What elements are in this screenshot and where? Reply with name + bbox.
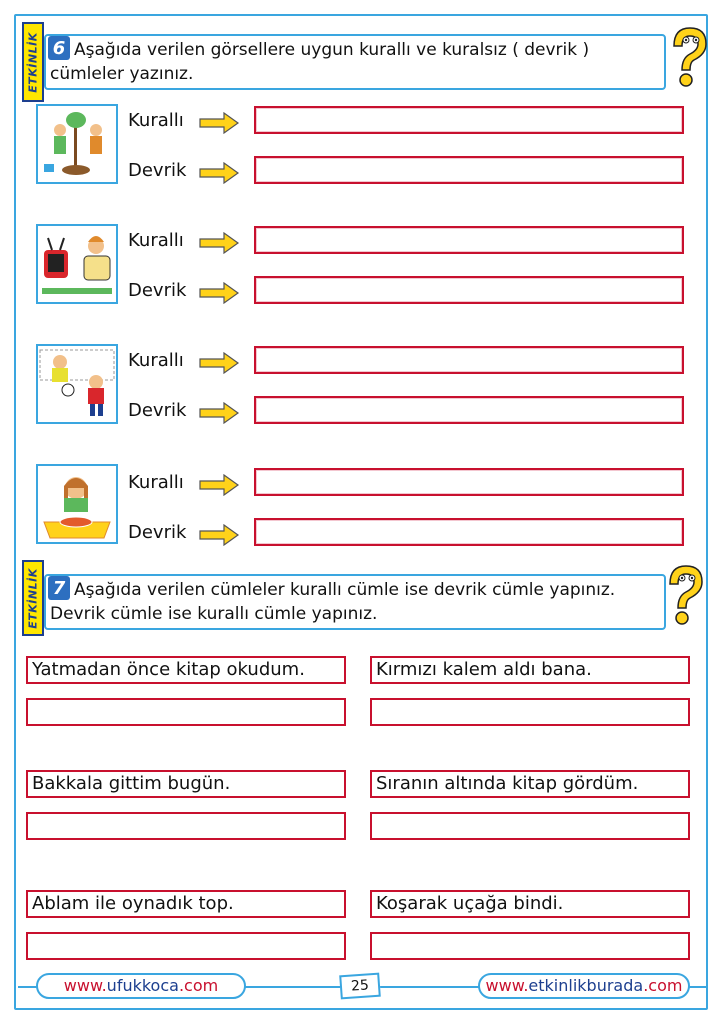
sentence-box: Ablam ile oynadık top. [26, 890, 346, 918]
footer-link-left[interactable]: www.ufukkoca.com [36, 973, 246, 999]
sentence-box: Bakkala gittim bugün. [26, 770, 346, 798]
arrow-right-icon [198, 352, 240, 374]
arrow-right-icon [198, 162, 240, 184]
answer-box-kuralli[interactable] [254, 346, 684, 374]
instruction-line-1: Aşağıda verilen cümleler kurallı cümle ise devrik cümle yapınız. [74, 580, 616, 600]
picture-planting-tree [36, 104, 118, 184]
question-mark-icon [660, 22, 716, 92]
instruction-box [44, 574, 666, 630]
answer-box-kuralli[interactable] [254, 106, 684, 134]
answer-box[interactable] [26, 812, 346, 840]
answer-box-devrik[interactable] [254, 518, 684, 546]
arrow-right-icon [198, 232, 240, 254]
arrow-right-icon [198, 282, 240, 304]
answer-box-devrik[interactable] [254, 396, 684, 424]
instruction-line-2: cümleler yazınız. [50, 64, 194, 84]
arrow-right-icon [198, 474, 240, 496]
answer-box[interactable] [26, 932, 346, 960]
answer-box-kuralli[interactable] [254, 226, 684, 254]
activity-number-badge: 7 [48, 576, 70, 600]
label-devrik: Devrik [128, 522, 187, 543]
instruction-line-1: Aşağıda verilen görsellere uygun kurallı ve kuralsız ( devrik ) [74, 40, 590, 60]
instruction-box [44, 34, 666, 90]
etkinlik-tag: ETKİNLİK [22, 22, 44, 102]
label-devrik: Devrik [128, 280, 187, 301]
label-devrik: Devrik [128, 400, 187, 421]
sentence-box: Yatmadan önce kitap okudum. [26, 656, 346, 684]
arrow-right-icon [198, 112, 240, 134]
sentence-box: Kırmızı kalem aldı bana. [370, 656, 690, 684]
page-number: 25 [339, 973, 381, 1000]
activity-number-badge: 6 [48, 36, 70, 60]
instruction-line-2: Devrik cümle ise kurallı cümle yapınız. [50, 604, 378, 624]
label-kuralli: Kurallı [128, 350, 184, 371]
sentence-box: Koşarak uçağa bindi. [370, 890, 690, 918]
answer-box-devrik[interactable] [254, 156, 684, 184]
sentence-box: Sıranın altında kitap gördüm. [370, 770, 690, 798]
etkinlik-tag: ETKİNLİK [22, 560, 44, 636]
answer-box-kuralli[interactable] [254, 468, 684, 496]
picture-watching-tv [36, 224, 118, 304]
label-kuralli: Kurallı [128, 472, 184, 493]
picture-playing-football [36, 344, 118, 424]
label-kuralli: Kurallı [128, 110, 184, 131]
arrow-right-icon [198, 524, 240, 546]
arrow-right-icon [198, 402, 240, 424]
answer-box[interactable] [370, 812, 690, 840]
answer-box-devrik[interactable] [254, 276, 684, 304]
answer-box[interactable] [370, 932, 690, 960]
answer-box[interactable] [370, 698, 690, 726]
picture-eating-pizza [36, 464, 118, 544]
answer-box[interactable] [26, 698, 346, 726]
label-kuralli: Kurallı [128, 230, 184, 251]
label-devrik: Devrik [128, 160, 187, 181]
question-mark-icon [656, 560, 712, 630]
footer-link-right[interactable]: www.etkinlikburada.com [478, 973, 690, 999]
